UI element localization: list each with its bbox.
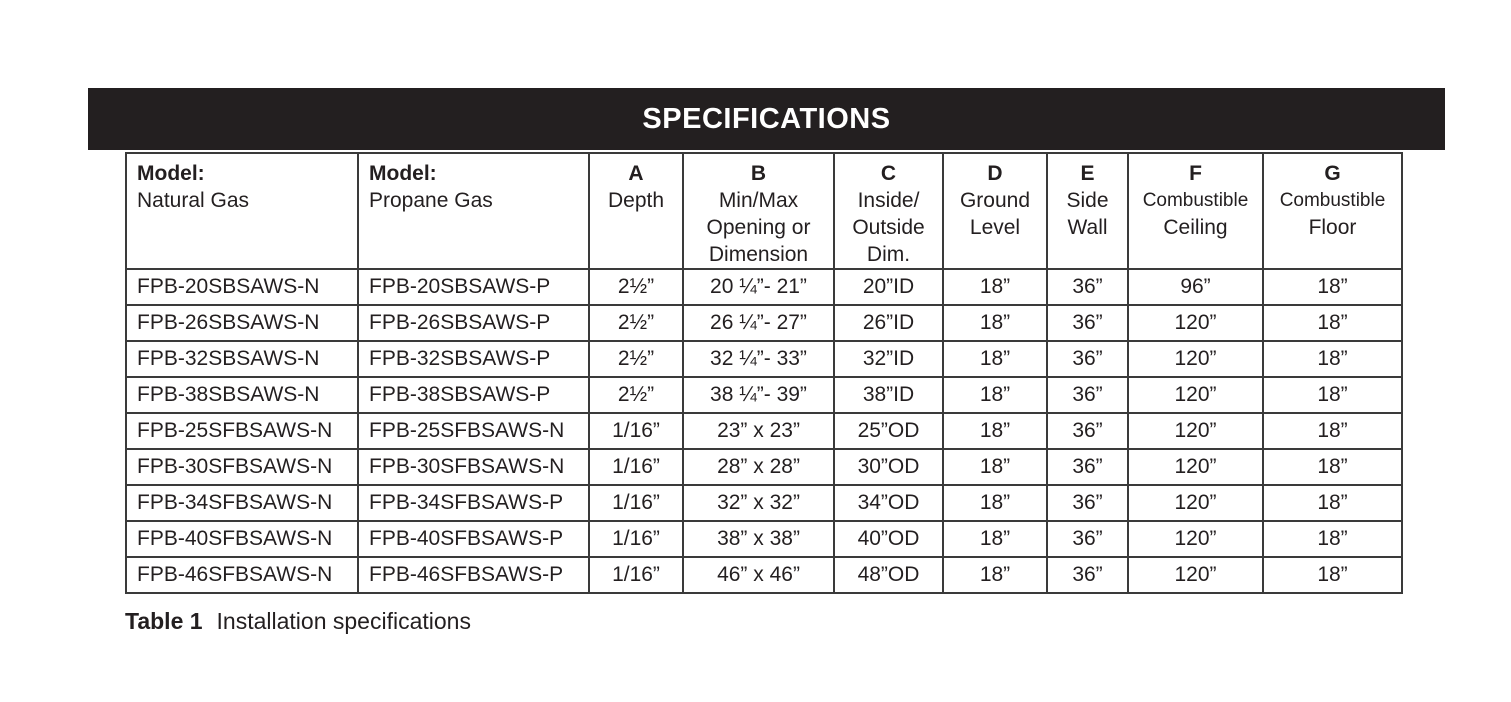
cell-ground-level: 18” <box>943 305 1047 341</box>
header-letter: F <box>1189 162 1202 185</box>
header-line: Min/Max <box>718 189 799 212</box>
cell-combustible-floor: 18” <box>1263 341 1402 377</box>
cell-dimension: 40”OD <box>834 521 943 557</box>
cell-natural-gas-model: FPB-46SFBSAWS-N <box>126 557 358 593</box>
cell-depth: 2½” <box>589 305 683 341</box>
cell-ground-level: 18” <box>943 557 1047 593</box>
specifications-banner <box>88 88 1445 150</box>
header-letter: A <box>628 162 644 185</box>
table-row <box>126 449 1402 485</box>
cell-combustible-floor: 18” <box>1263 521 1402 557</box>
header-line: Combustible <box>1142 190 1249 211</box>
header-line: Dim. <box>866 243 911 266</box>
cell-opening: 23” x 23” <box>683 413 834 449</box>
cell-combustible-ceiling: 120” <box>1128 341 1263 377</box>
cell-depth: 2½” <box>589 341 683 377</box>
header-line: Wall <box>1067 216 1108 239</box>
header-title: Model: <box>369 162 437 185</box>
header-g-combustible-floor <box>1263 153 1402 269</box>
cell-combustible-ceiling: 120” <box>1128 557 1263 593</box>
cell-natural-gas-model: FPB-38SBSAWS-N <box>126 377 358 413</box>
header-f-combustible-ceiling <box>1128 153 1263 269</box>
cell-side-wall: 36” <box>1047 305 1128 341</box>
cell-combustible-ceiling: 120” <box>1128 449 1263 485</box>
cell-propane-gas-model: FPB-40SFBSAWS-P <box>358 521 589 557</box>
header-line: Opening or <box>706 216 811 239</box>
cell-ground-level: 18” <box>943 377 1047 413</box>
cell-dimension: 32”ID <box>834 341 943 377</box>
cell-natural-gas-model: FPB-26SBSAWS-N <box>126 305 358 341</box>
cell-propane-gas-model: FPB-46SFBSAWS-P <box>358 557 589 593</box>
cell-natural-gas-model: FPB-40SFBSAWS-N <box>126 521 358 557</box>
cell-side-wall: 36” <box>1047 269 1128 305</box>
table-row <box>126 305 1402 341</box>
cell-dimension: 34”OD <box>834 485 943 521</box>
cell-combustible-floor: 18” <box>1263 485 1402 521</box>
cell-depth: 2½” <box>589 377 683 413</box>
table-body <box>126 269 1402 593</box>
cell-side-wall: 36” <box>1047 413 1128 449</box>
cell-combustible-ceiling: 96” <box>1128 269 1263 305</box>
header-subtitle: Natural Gas <box>137 189 250 212</box>
header-subtitle: Propane Gas <box>369 189 493 212</box>
table-row <box>126 521 1402 557</box>
header-letter: B <box>750 162 767 185</box>
cell-side-wall: 36” <box>1047 485 1128 521</box>
header-line: Inside/ <box>857 189 920 212</box>
cell-ground-level: 18” <box>943 485 1047 521</box>
table-row <box>126 341 1402 377</box>
cell-natural-gas-model: FPB-30SFBSAWS-N <box>126 449 358 485</box>
cell-combustible-ceiling: 120” <box>1128 485 1263 521</box>
cell-propane-gas-model: FPB-25SFBSAWS-N <box>358 413 589 449</box>
cell-opening: 20 ¼”- 21” <box>683 269 834 305</box>
cell-propane-gas-model: FPB-34SFBSAWS-P <box>358 485 589 521</box>
cell-dimension: 25”OD <box>834 413 943 449</box>
header-line: Ceiling <box>1163 216 1228 239</box>
cell-opening: 46” x 46” <box>683 557 834 593</box>
header-line: Dimension <box>708 243 809 266</box>
header-letter: E <box>1080 162 1095 185</box>
cell-combustible-floor: 18” <box>1263 377 1402 413</box>
cell-opening: 32” x 32” <box>683 485 834 521</box>
header-line: Depth <box>607 189 665 212</box>
cell-dimension: 26”ID <box>834 305 943 341</box>
header-line: Combustible <box>1279 190 1386 211</box>
cell-opening: 26 ¼”- 27” <box>683 305 834 341</box>
cell-ground-level: 18” <box>943 413 1047 449</box>
cell-dimension: 48”OD <box>834 557 943 593</box>
cell-combustible-floor: 18” <box>1263 269 1402 305</box>
cell-combustible-ceiling: 120” <box>1128 413 1263 449</box>
header-title: Model: <box>137 162 205 185</box>
cell-side-wall: 36” <box>1047 341 1128 377</box>
cell-combustible-floor: 18” <box>1263 305 1402 341</box>
cell-depth: 1/16” <box>589 557 683 593</box>
cell-propane-gas-model: FPB-32SBSAWS-P <box>358 341 589 377</box>
cell-combustible-ceiling: 120” <box>1128 521 1263 557</box>
header-letter: G <box>1324 162 1341 185</box>
cell-combustible-ceiling: 120” <box>1128 377 1263 413</box>
cell-opening: 28” x 28” <box>683 449 834 485</box>
header-a-depth <box>589 153 683 269</box>
cell-opening: 38” x 38” <box>683 521 834 557</box>
header-letter: C <box>880 162 897 185</box>
caption-label: Table 1 <box>125 608 203 634</box>
header-natural-gas-model <box>126 153 358 269</box>
cell-natural-gas-model: FPB-34SFBSAWS-N <box>126 485 358 521</box>
header-line: Side <box>1066 189 1109 212</box>
cell-ground-level: 18” <box>943 521 1047 557</box>
table-header <box>126 153 1402 269</box>
cell-depth: 1/16” <box>589 449 683 485</box>
header-line: Level <box>969 216 1021 239</box>
cell-combustible-floor: 18” <box>1263 413 1402 449</box>
cell-natural-gas-model: FPB-25SFBSAWS-N <box>126 413 358 449</box>
table-row <box>126 557 1402 593</box>
cell-depth: 1/16” <box>589 485 683 521</box>
cell-depth: 1/16” <box>589 521 683 557</box>
header-d-ground-level <box>943 153 1047 269</box>
cell-opening: 32 ¼”- 33” <box>683 341 834 377</box>
cell-side-wall: 36” <box>1047 557 1128 593</box>
cell-propane-gas-model: FPB-38SBSAWS-P <box>358 377 589 413</box>
cell-combustible-floor: 18” <box>1263 449 1402 485</box>
table-row <box>126 413 1402 449</box>
header-letter: D <box>987 162 1003 185</box>
caption-text: Installation specifications <box>216 608 471 634</box>
table-caption <box>125 608 471 635</box>
cell-side-wall: 36” <box>1047 377 1128 413</box>
header-b-opening <box>683 153 834 269</box>
header-row <box>126 153 1402 269</box>
cell-depth: 1/16” <box>589 413 683 449</box>
header-line: Outside <box>852 216 925 239</box>
table-row <box>126 377 1402 413</box>
cell-natural-gas-model: FPB-20SBSAWS-N <box>126 269 358 305</box>
header-e-side-wall <box>1047 153 1128 269</box>
banner-title: SPECIFICATIONS <box>642 102 891 135</box>
table-row <box>126 269 1402 305</box>
cell-side-wall: 36” <box>1047 449 1128 485</box>
cell-dimension: 38”ID <box>834 377 943 413</box>
table-row <box>126 485 1402 521</box>
cell-natural-gas-model: FPB-32SBSAWS-N <box>126 341 358 377</box>
cell-ground-level: 18” <box>943 269 1047 305</box>
header-line: Ground <box>959 189 1031 212</box>
cell-dimension: 30”OD <box>834 449 943 485</box>
cell-ground-level: 18” <box>943 449 1047 485</box>
cell-combustible-ceiling: 120” <box>1128 305 1263 341</box>
cell-ground-level: 18” <box>943 341 1047 377</box>
cell-side-wall: 36” <box>1047 521 1128 557</box>
header-line: Floor <box>1308 216 1357 239</box>
cell-dimension: 20”ID <box>834 269 943 305</box>
cell-propane-gas-model: FPB-26SBSAWS-P <box>358 305 589 341</box>
header-propane-gas-model <box>358 153 589 269</box>
header-c-dimension <box>834 153 943 269</box>
cell-depth: 2½” <box>589 269 683 305</box>
cell-combustible-floor: 18” <box>1263 557 1402 593</box>
cell-propane-gas-model: FPB-30SFBSAWS-N <box>358 449 589 485</box>
cell-propane-gas-model: FPB-20SBSAWS-P <box>358 269 589 305</box>
cell-opening: 38 ¼”- 39” <box>683 377 834 413</box>
specifications-table <box>125 152 1403 594</box>
